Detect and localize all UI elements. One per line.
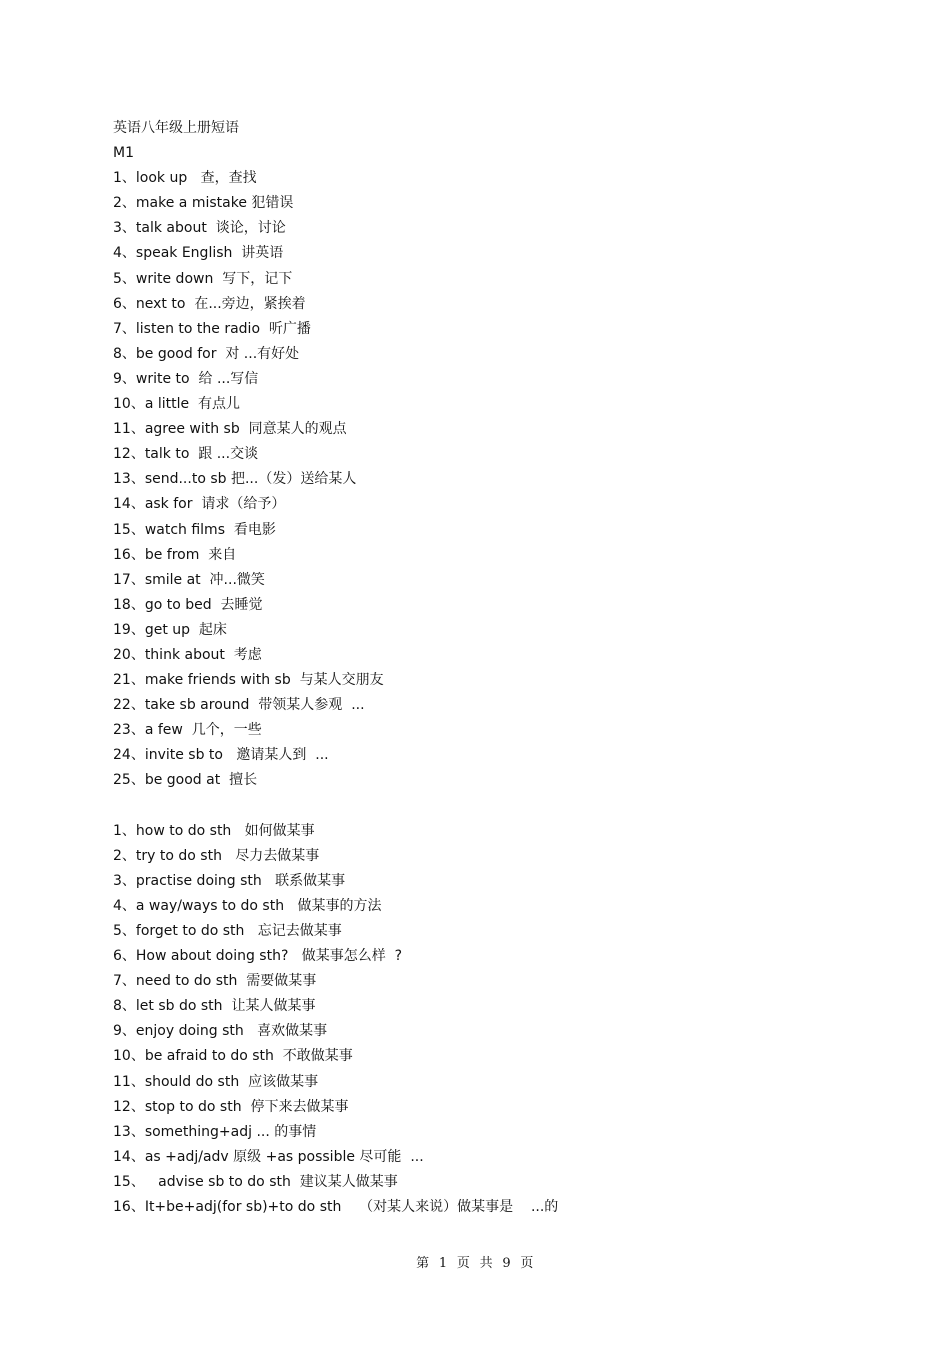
- phrase-item: 11、agree with sb 同意某人的观点: [113, 421, 347, 438]
- section-spacer: [113, 794, 873, 819]
- phrase-item: 2、make a mistake 犯错误: [113, 195, 294, 212]
- phrase-item: 6、next to 在...旁边，紧挨着: [113, 295, 306, 312]
- phrase-item: 24、invite sb to 邀请某人到 ...: [113, 747, 329, 764]
- document-title: 英语八年级上册短语: [113, 120, 239, 136]
- module-heading: M1: [113, 145, 134, 162]
- pattern-item: 11、should do sth 应该做某事: [113, 1073, 319, 1090]
- pattern-item: 3、practise doing sth 联系做某事: [113, 872, 346, 889]
- phrase-item: 3、talk about 谈论，讨论: [113, 220, 286, 237]
- phrase-item: 5、write down 写下，记下: [113, 270, 293, 287]
- pattern-item: 7、need to do sth 需要做某事: [113, 973, 317, 990]
- page-footer: 第 1 页 共 9 页: [416, 1256, 534, 1271]
- pattern-item: 9、enjoy doing sth 喜欢做某事: [113, 1023, 328, 1040]
- pattern-item: 6、How about doing sth? 做某事怎么样 ?: [113, 948, 403, 965]
- phrase-item: 1、look up 查，查找: [113, 170, 257, 187]
- phrase-item: 14、ask for 请求（给予）: [113, 496, 286, 513]
- pattern-item: 13、something+adj ... 的事情: [113, 1123, 317, 1140]
- phrase-item: 23、a few 几个，一些: [113, 722, 262, 739]
- phrase-item: 18、go to bed 去睡觉: [113, 596, 263, 613]
- phrase-item: 4、speak English 讲英语: [113, 245, 284, 262]
- pattern-item: 5、forget to do sth 忘记去做某事: [113, 923, 342, 939]
- document-content: [113, 116, 873, 1220]
- phrase-item: 9、write to 给 ...写信: [113, 370, 259, 387]
- phrase-item: 17、smile at 冲...微笑: [113, 571, 265, 588]
- pattern-item: 14、as +adj/adv 原级 +as possible 尽可能 ...: [113, 1148, 424, 1165]
- pattern-item: 10、be afraid to do sth 不敢做某事: [113, 1048, 353, 1065]
- phrase-item: 8、be good for 对 ...有好处: [113, 345, 300, 362]
- phrase-item: 12、talk to 跟 ...交谈: [113, 446, 259, 463]
- pattern-item: 1、how to do sth 如何做某事: [113, 822, 315, 839]
- pattern-item: 15、 advise sb to do sth 建议某人做某事: [113, 1173, 398, 1190]
- pattern-item: 4、a way/ways to do sth 做某事的方法: [113, 897, 382, 914]
- phrase-item: 22、take sb around 带领某人参观 ...: [113, 697, 365, 714]
- pattern-item: 8、let sb do sth 让某人做某事: [113, 998, 316, 1015]
- phrase-item: 16、be from 来自: [113, 546, 237, 563]
- phrase-item: 21、make friends with sb 与某人交朋友: [113, 672, 384, 689]
- phrase-item: 20、think about 考虑: [113, 646, 262, 663]
- phrase-item: 13、send...to sb 把...（发）送给某人: [113, 471, 357, 488]
- pattern-item: 12、stop to do sth 停下来去做某事: [113, 1098, 349, 1115]
- phrase-item: 19、get up 起床: [113, 621, 227, 638]
- phrase-item: 15、watch films 看电影: [113, 521, 276, 538]
- pattern-item: 16、It+be+adj(for sb)+to do sth （对某人来说）做某事是 ...的: [113, 1199, 559, 1216]
- phrase-item: 25、be good at 擅长: [113, 772, 258, 789]
- pattern-item: 2、try to do sth 尽力去做某事: [113, 847, 320, 864]
- phrase-item: 10、a little 有点儿: [113, 396, 241, 413]
- phrase-item: 7、listen to the radio 听广播: [113, 320, 311, 337]
